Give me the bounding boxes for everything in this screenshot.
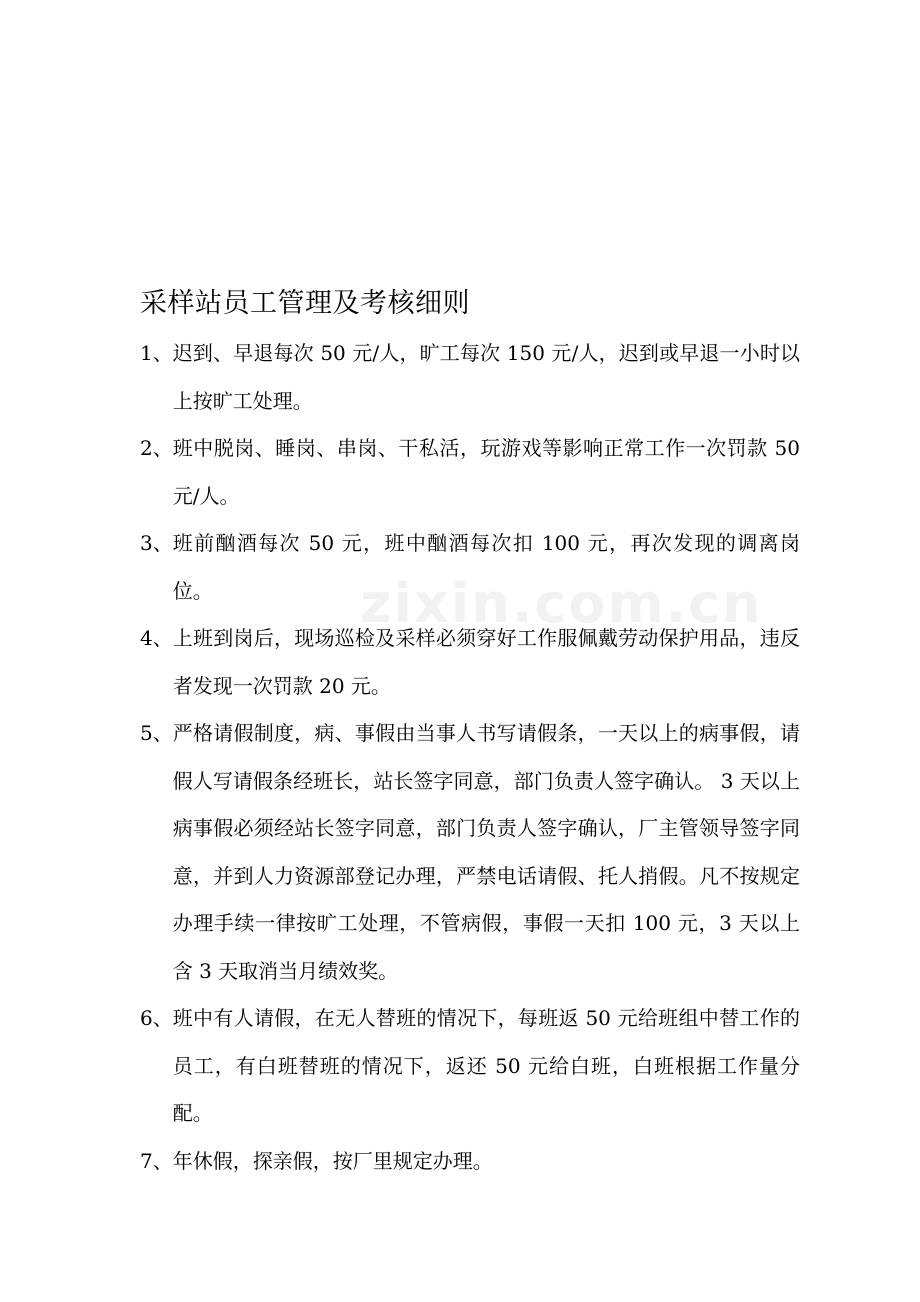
watermark: zixin.com.cn	[360, 572, 763, 635]
rule-item-1	[140, 330, 800, 425]
rule-text: 上班到岗后，现场巡检及采样必须穿好工作服佩戴劳动保护用品，违反者发现一次罚款 20 元。	[172, 626, 800, 698]
rule-number: 5、	[140, 721, 173, 745]
rule-text: 班中有人请假，在无人替班的情况下，每班返 50 元给班组中替工作的员工，有白班替班的情况下，返还 50 元给白班，白班根据工作量分配。	[172, 1006, 800, 1125]
rule-item-7	[140, 1138, 800, 1186]
rule-number: 4、	[140, 626, 173, 650]
rule-text: 年休假，探亲假，按厂里规定办理。	[172, 1148, 493, 1173]
rule-number: 1、	[140, 341, 173, 365]
rule-text: 严格请假制度，病、事假由当事人书写请假条，一天以上的病事假，请假人写请假条经班长，站长签字同意，部门负责人签字确认。 3 天以上病事假必须经站长签字同意，部门负责人签字确认，厂主管领导签字同意，并到人力资源部登记办理，严禁电话请假、托人捎假。凡不按规定办理手续一律按旷工处理，不管病假，事假一天扣 100 元，3 天以上含 3 天取消当月绩效奖。	[172, 721, 800, 983]
rule-text: 班中脱岗、睡岗、串岗、干私活，玩游戏等影响正常工作一次罚款 50 元/人。	[172, 436, 800, 508]
rule-number: 2、	[140, 436, 173, 460]
rule-number: 7、	[140, 1148, 173, 1173]
rule-text: 班前酗酒每次 50 元，班中酗酒每次扣 100 元，再次发现的调离岗位。	[172, 531, 800, 603]
rule-item-6	[140, 995, 800, 1138]
rule-number: 6、	[140, 1006, 173, 1030]
rule-item-4	[140, 615, 800, 710]
rule-item-2	[140, 425, 800, 520]
rule-number: 3、	[140, 531, 173, 555]
rule-text: 迟到、早退每次 50 元/人，旷工每次 150 元/人，迟到或早退一小时以上按旷工处理。	[172, 341, 800, 413]
rule-item-3	[140, 520, 800, 615]
rules-list	[140, 330, 800, 1185]
rule-item-5	[140, 710, 800, 995]
document-title: 采样站员工管理及考核细则	[140, 288, 470, 319]
